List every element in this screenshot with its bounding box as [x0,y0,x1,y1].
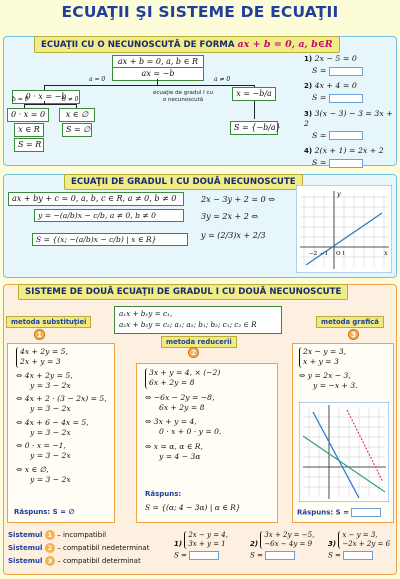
graphic-steps [299,347,358,391]
example-line-3: y = (2/3)x + 2/3 [201,231,266,240]
answer-field-4[interactable] [329,159,363,168]
sys-step-6 [16,465,107,486]
step-line: ⇔ −6x − 2y = −8, [145,392,215,402]
tick-1: 1 [342,251,346,257]
step-line: ⇔ 4x + 6 − 4x = 5, [16,417,89,427]
system-answer-field-2[interactable] [265,551,295,560]
step-line: 2x − y = 3, [303,347,347,356]
ex-line: −2x + 2y = 6 [342,540,391,549]
legend-determined: Sistemul 3 – compatibil determinat [8,557,141,565]
tick-minus-1: −1 [320,251,329,257]
legend-num-3: 3 [45,556,55,566]
line-graph [296,185,392,273]
red-step-3 [145,417,221,438]
general-two-var-box: ax + by + c = 0, a, b, c ∈ R, a ≠ 0, b ≠ 0 [8,192,184,206]
step-line: ⇔ 0 · x = −1, [16,441,66,450]
sys-step-3 [16,394,107,415]
step-line: 4x + 2y = 5, [20,347,68,356]
sub-stem [44,101,45,104]
ex3-answer: S = [328,551,390,561]
y-expression-box: y = −(a/b)x − c/b, a ≠ 0, b ≠ 0 [34,209,184,222]
red-step-2 [145,393,221,414]
system-answer-field-1[interactable] [189,551,219,560]
step-line: ⇔ 4x + 2y = 5, [16,370,73,380]
section1-exercises [304,54,396,168]
ax-minus-b-box: ax = −b [112,67,204,81]
reduction-solution-set: S = {(α; 4 − 3α) | α ∈ R} [145,503,241,512]
system-exercise-3: 3) x − y = 3, −2x + 2y = 6 S = [328,531,391,560]
sol-empty-box: S = ∅ [62,123,92,137]
step-line: 6x + 2y = 8 [149,378,195,388]
answer-field-2[interactable] [329,94,363,103]
system-exercise-2: 2) 3x + 2y = −5, −6x − 4y = 9 S = [250,531,315,560]
substitution-column [7,343,115,523]
exercise-2: 2) 4x + 4 = 0 [304,81,357,91]
step-line: 2x + y = 3 [20,357,61,367]
reduction-column [136,363,278,523]
system-graph [299,402,389,502]
section2-title: ECUAŢII DE GRADUL I CU DOUĂ NECUNOSCUTE [64,174,303,190]
eq-empty-box: x ∈ ∅ [59,108,95,122]
step-line: ⇔ 4x + 2 · (3 − 2x) = 5, [16,394,107,403]
step-line: 0 · x + 0 · y = 0. [159,427,222,437]
exercise-4: 4) 2(x + 1) = 2x + 2 [304,145,384,155]
sys-step-5 [16,441,107,462]
step-line: y = 3 − 2x [30,451,71,461]
section-linear-one-unknown [3,36,397,166]
step-line: 6x + 2y = 8 [159,402,205,412]
sys-step-4 [16,418,107,439]
step-line: ⇔ 3x + y = 4, [145,417,197,426]
ex1-brace [184,531,228,549]
sol-real-x-box: x ∈ R [14,123,44,137]
page-title: ECUAŢII ŞI SISTEME DE ECUAŢII [61,3,339,21]
ex-line: 2x − y = 4, [188,531,228,539]
step-line: ⇔ x = α, α ∈ R, [145,441,203,451]
section1-title: ECUAŢII CU O NECUNOSCUTĂ DE FORMA ax + b = 0, a, b∈R [34,36,340,53]
tick-minus-2: −2 [309,251,318,257]
step-line: y = 3 − 2x [30,380,71,390]
gr-step-1 [299,347,346,368]
sol-real-s-box: S = R [14,138,44,152]
general-system-box [114,306,282,334]
graphic-answer: Răspuns: S = [297,508,381,517]
method-reduction-label: metoda reducerii [161,336,237,348]
section3-title: SISTEME DE DOUĂ ECUAŢII DE GRADUL I CU DOUĂ NECUNOSCUTE [18,284,348,300]
step-line: y = 3 − 2x [30,474,71,484]
system-row-2: a₂x + b₂y = c₂; a₁; a₂; b₁; b₂; c₁; c₂ ∈ R [119,319,257,329]
legend-undetermined: Sistemul 2 – compatibil nedeterminat [8,544,150,552]
graphic-answer-field[interactable] [351,508,381,517]
y-axis-label: y [337,190,341,198]
substitution-steps [16,347,107,485]
circle-num-3: 3 [348,329,359,340]
example-line-1: 2x − 3y + 2 = 0 ⇔ [201,195,276,204]
ex2-brace [260,531,314,549]
exercise-3: 3) 3(x − 3) − 3 = 3x + 2 [304,108,393,128]
legend-num-2: 2 [45,543,55,553]
step-line: y = 3 − 2x [30,427,71,437]
step-line: ⇔ y = 2x − 3, [299,370,351,380]
graphic-column [292,343,394,523]
legend-num-1: 1 [45,530,55,540]
sys-step-2 [16,371,107,392]
x-axis-label: x [384,249,388,257]
s-solution-box: S = {−b/a} [230,121,278,135]
step-line: x + y = 3 [303,357,339,367]
eq-zero-zero-box: 0 · x = 0 [7,108,49,122]
legend-incompatible: Sistemul 1 – incompatibil [8,531,107,539]
reduction-answer: Răspuns: [145,490,182,498]
ex2-answer: S = [250,551,314,561]
cond-a-nonzero: a ≠ 0 [214,76,231,83]
red-step-1 [145,368,220,389]
ex-line: −6x − 4y = 9 [264,540,313,549]
first-degree-note: ecuaţie de gradul I cu o necunoscută [153,90,213,103]
circle-num-1: 1 [34,329,45,340]
section-linear-two-unknowns [3,174,397,278]
step-line: 3x + y = 4, × (−2) [149,368,221,377]
circle-num-2: 2 [188,347,199,358]
ex-line: 3x + y = 1 [188,540,226,549]
answer-field-3[interactable] [329,131,363,140]
exercise-1: 1) 2x − 5 = 0 [304,54,357,63]
ex3-brace [338,531,390,549]
solution-set-box: S = {(x; −(a/b)x − c/b) | x ∈ R} [32,233,188,246]
step-line: ⇔ x ∈ ∅, [16,464,49,474]
sys-step-1 [16,347,68,368]
branch-line [44,85,254,86]
cond-b-nonzero: b ≠ 0 [62,96,79,103]
system-row-1: a₁x + b₁y = c₁, [119,309,173,318]
section-systems [3,284,397,575]
step-line: y = 4 − 3α [159,451,201,461]
exercise-1-answer: S = [304,66,396,76]
cond-b-zero: b = 0 [12,96,29,103]
general-equation-box: ax + b = 0, a, b ∈ R [112,55,204,69]
stem-line [157,79,158,85]
reduction-steps [145,368,221,462]
step-line: y = 3 − 2x [30,404,71,414]
example-line-2: 3y = 2x + 2 ⇔ [201,212,259,221]
exercise-4-answer: S = [304,158,396,168]
ex-line: 3x + 2y = −5, [264,531,315,539]
ex-line: x − y = 3, [342,531,378,539]
sub-branch-line [24,104,76,105]
cond-a-zero: a = 0 [89,76,106,83]
origin-label: O [336,251,341,257]
zero-x-box: 0 · x = −b [12,90,80,104]
x-solution-box: x = −b/a [232,87,276,101]
system-answer-field-3[interactable] [343,551,373,560]
gr-step-2 [299,371,358,392]
step-line: y = −x + 3. [313,380,358,390]
method-substitution-label: metoda substituţiei [6,316,91,328]
answer-field-1[interactable] [329,67,363,76]
method-graphic-label: metoda grafică [316,316,384,328]
exercise-3-answer: S = [304,131,396,141]
ex1-answer: S = [174,551,228,561]
system-exercise-1: 1) 2x − y = 4, 3x + y = 1 S = [174,531,228,560]
substitution-answer: Răspuns: S = ∅ [14,508,75,516]
exercise-2-answer: S = [304,93,396,103]
red-step-4 [145,442,221,463]
